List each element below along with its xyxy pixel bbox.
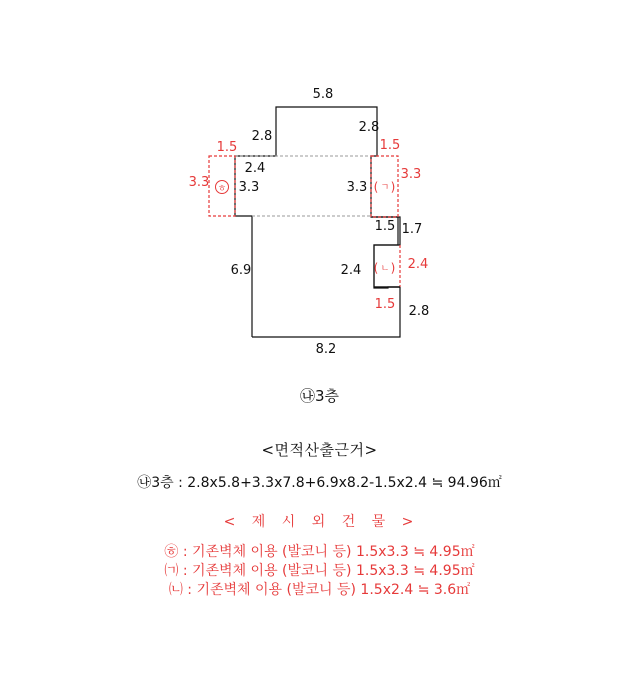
excluded-item-n: ㈁ : 기존벽체 이용 (발코니 등) 1.5x2.4 ≒ 3.6㎡: [168, 582, 471, 598]
dim-red-right-height: 3.3: [400, 167, 422, 182]
excluded-item-g: ㈀ : 기존벽체 이용 (발코니 등) 1.5x3.3 ≒ 4.95㎡: [164, 563, 475, 579]
dim-right-step: 1.5: [374, 219, 396, 234]
mark-g-paren-open: (: [373, 180, 379, 194]
dim-red-right-width: 1.5: [379, 138, 401, 153]
excluded-buildings-list: [0, 543, 639, 600]
dim-balcony-n-height: 2.4: [340, 263, 362, 278]
dim-red-n-width: 1.5: [374, 297, 396, 312]
dim-bottom-width: 8.2: [315, 342, 337, 357]
dim-red-left-height: 3.3: [188, 175, 210, 190]
mark-g: ㄱ: [380, 183, 390, 193]
area-basis-title: <면적산출근거>: [261, 441, 378, 459]
dim-left-lower-height: 6.9: [230, 263, 252, 278]
area-basis-formula: ㉯3층 : 2.8x5.8+3.3x7.8+6.9x8.2-1.5x2.4 ≒ 94.96㎡: [137, 475, 502, 491]
excluded-buildings-title: < 제 시 외 건 물 >: [223, 514, 416, 530]
dim-bottom-right-height: 2.8: [408, 304, 430, 319]
mark-g-paren-close: ): [390, 180, 396, 194]
dim-left-band-height: 3.3: [238, 180, 260, 195]
dim-right-offset-height: 1.7: [401, 222, 423, 237]
dim-step-left: 2.4: [244, 161, 266, 176]
mark-n-paren-close: ): [390, 261, 396, 275]
mark-n: ㄴ: [380, 264, 390, 274]
floor-label: ㉯3층: [299, 387, 340, 405]
dim-top-width: 5.8: [312, 87, 334, 102]
dim-red-left-width: 1.5: [216, 140, 238, 155]
dim-right-band-height: 3.3: [346, 180, 368, 195]
dim-upper-left-height: 2.8: [251, 129, 273, 144]
mark-n-paren-open: (: [373, 261, 379, 275]
excluded-item-h: ㉭ : 기존벽체 이용 (발코니 등) 1.5x3.3 ≒ 4.95㎡: [164, 544, 475, 560]
dim-red-n-height: 2.4: [407, 257, 429, 272]
mark-h: ㅎ: [217, 184, 227, 194]
dim-upper-right-height: 2.8: [358, 120, 380, 135]
